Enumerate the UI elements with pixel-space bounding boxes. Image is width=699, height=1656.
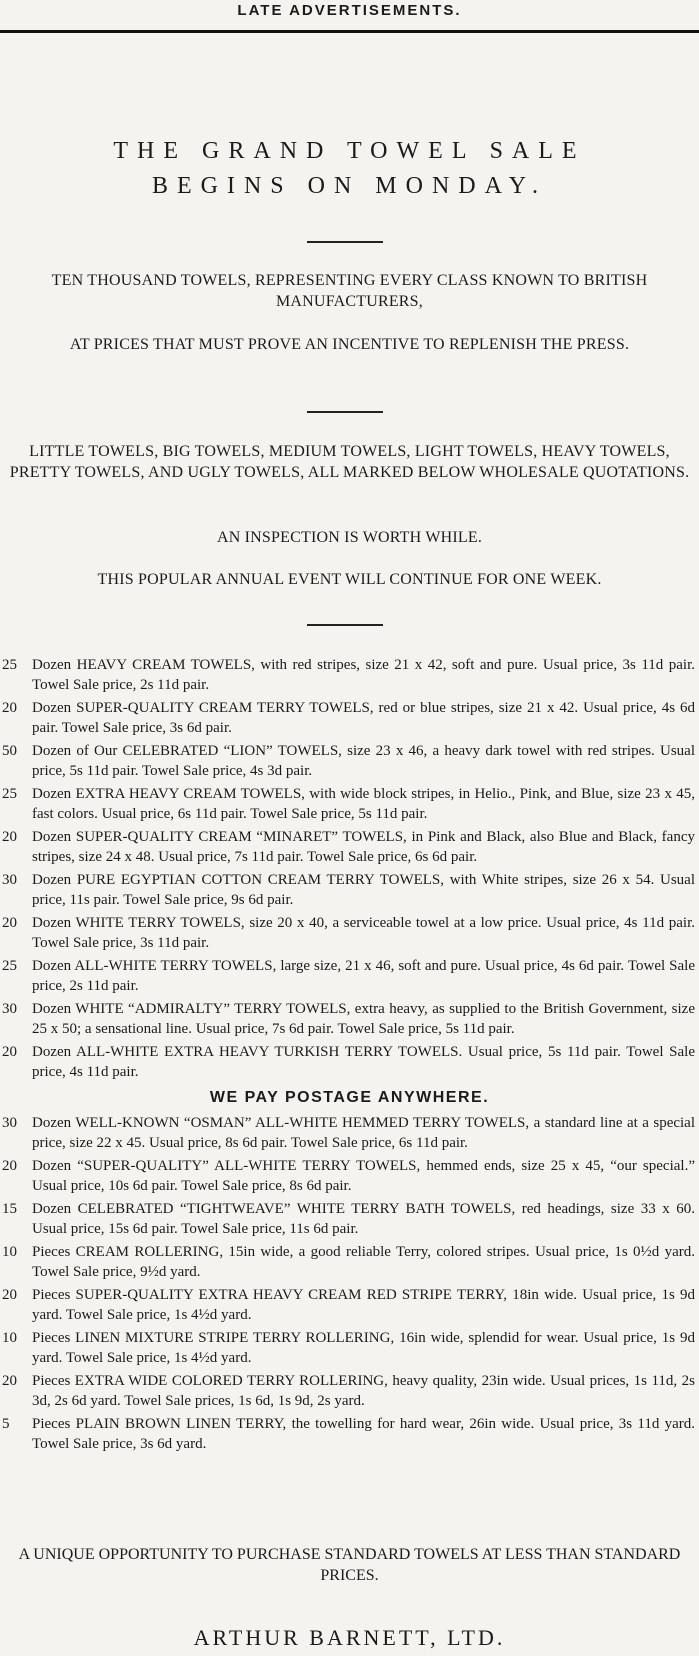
middle-paragraph-3 — [0, 569, 699, 590]
closing-statement — [0, 1544, 699, 1586]
item-quantity: 30 — [2, 872, 17, 888]
divider-rule — [307, 241, 383, 243]
item-quantity: 20 — [2, 829, 17, 845]
item-quantity: 25 — [2, 786, 17, 802]
list-item — [0, 741, 699, 781]
section-header — [0, 0, 699, 33]
section-header-text: LATE ADVERTISEMENTS. — [237, 2, 462, 19]
list-item — [0, 999, 699, 1039]
item-quantity: 50 — [2, 743, 17, 759]
divider-rule — [307, 624, 383, 626]
list-item — [0, 956, 699, 996]
list-item — [0, 1285, 699, 1325]
item-quantity: 30 — [2, 1001, 17, 1017]
item-quantity: 15 — [2, 1201, 17, 1217]
list-item — [0, 655, 699, 695]
list-item — [0, 1242, 699, 1282]
item-description: Dozen EXTRA HEAVY CREAM TOWELS, with wide block stripes, in Helio., Pink, and Blue, size 23 x 45, fast colors. Usual price, 6s 11d pair. Towel Sale price, 5s 11d pair. — [32, 786, 695, 822]
item-quantity: 10 — [2, 1244, 17, 1260]
list-item — [0, 1371, 699, 1411]
middle-paragraph-2 — [0, 527, 699, 548]
item-description: Dozen CELEBRATED “TIGHTWEAVE” WHITE TERRY BATH TOWELS, red headings, size 33 x 60. Usual price, 15s 6d pair. Towel Sale price, 11s 6d pair. — [32, 1201, 695, 1237]
list-item — [0, 1042, 699, 1082]
list-item — [0, 698, 699, 738]
divider-rule — [307, 411, 383, 413]
item-quantity: 25 — [2, 657, 17, 673]
item-description: Dozen SUPER-QUALITY CREAM “MINARET” TOWELS, in Pink and Black, also Blue and Black, fancy stripes, size 24 x 48. Usual price, 7s 11d pair. Towel Sale price, 6s 6d pair. — [32, 829, 695, 865]
list-item — [0, 827, 699, 867]
list-item — [0, 870, 699, 910]
item-quantity: 20 — [2, 1373, 17, 1389]
item-description: Dozen HEAVY CREAM TOWELS, with red stripes, size 21 x 42, soft and pure. Usual price, 3s 11d pair. Towel Sale price, 2s 11d pair. — [32, 657, 695, 693]
middle-paragraph-1 — [0, 441, 699, 483]
postage-notice: WE PAY POSTAGE ANYWHERE. — [209, 1089, 490, 1106]
middle-text-3: THIS POPULAR ANNUAL EVENT WILL CONTINUE FOR ONE WEEK. — [97, 571, 602, 588]
item-description: Pieces LINEN MIXTURE STRIPE TERRY ROLLERING, 16in wide, splendid for wear. Usual price, 1s 9d yard. Towel Sale price, 1s 4½d yard. — [32, 1330, 695, 1366]
headline-line-1: THE GRAND TOWEL SALE — [113, 138, 586, 164]
middle-text-2: AN INSPECTION IS WORTH WHILE. — [216, 529, 483, 546]
item-description: Dozen ALL-WHITE TERRY TOWELS, large size, 21 x 46, soft and pure. Usual price, 4s 6d pair. Towel Sale price, 2s 11d pair. — [32, 958, 695, 994]
intro-text-2: AT PRICES THAT MUST PROVE AN INCENTIVE TO REPLENISH THE PRESS. — [69, 336, 630, 353]
item-quantity: 20 — [2, 915, 17, 931]
item-description: Dozen PURE EGYPTIAN COTTON CREAM TERRY TOWELS, with White stripes, size 26 x 54. Usual price, 11s pair. Towel Sale price, 9s 6d pair. — [32, 872, 695, 908]
intro-text-1: TEN THOUSAND TOWELS, REPRESENTING EVERY CLASS KNOWN TO BRITISH MANUFACTURERS, — [51, 272, 648, 310]
headline-line-2: BEGINS ON MONDAY. — [151, 173, 548, 199]
item-description: Pieces PLAIN BROWN LINEN TERRY, the towelling for hard wear, 26in wide. Usual price, 3s 11d yard. Towel Sale price, 3s 6d yard. — [32, 1416, 695, 1452]
item-description: Dozen SUPER-QUALITY CREAM TERRY TOWELS, red or blue stripes, size 21 x 42. Usual price, 4s 6d pair. Towel Sale price, 3s 6d pair. — [32, 700, 695, 736]
item-quantity: 20 — [2, 1287, 17, 1303]
item-description: Dozen of Our CELEBRATED “LION” TOWELS, size 23 x 46, a heavy dark towel with red stripes. Usual price, 5s 11d pair. Towel Sale price, 4s 3d pair. — [32, 743, 695, 779]
item-description: Pieces SUPER-QUALITY EXTRA HEAVY CREAM RED STRIPE TERRY, 18in wide. Usual price, 1s 9d yard. Towel Sale price, 1s 4½d yard. — [32, 1287, 695, 1323]
list-item — [0, 1414, 699, 1454]
list-item — [0, 1113, 699, 1153]
list-item — [0, 1199, 699, 1239]
item-quantity: 10 — [2, 1330, 17, 1346]
item-quantity: 5 — [2, 1416, 10, 1432]
item-quantity: 20 — [2, 1044, 17, 1060]
item-description: Dozen ALL-WHITE EXTRA HEAVY TURKISH TERRY TOWELS. Usual price, 5s 11d pair. Towel Sale price, 4s 11d pair. — [32, 1044, 695, 1080]
closing-text: A UNIQUE OPPORTUNITY TO PURCHASE STANDARD TOWELS AT LESS THAN STANDARD PRICES. — [18, 1546, 681, 1584]
advertiser-signature: ARTHUR BARNETT, LTD. — [193, 1625, 506, 1650]
list-item — [0, 913, 699, 953]
item-description: Dozen WELL-KNOWN “OSMAN” ALL-WHITE HEMMED TERRY TOWELS, a standard line at a special price, size 22 x 45. Usual price, 8s 6d pair. Towel Sale price, 6s 11d pair. — [32, 1115, 695, 1151]
item-quantity: 25 — [2, 958, 17, 974]
item-description: Pieces EXTRA WIDE COLORED TERRY ROLLERING, heavy quality, 23in wide. Usual prices, 1s 11d, 2s 3d, 2s 6d yard. Towel Sale prices, 1s 6d, 1s 9d, 2s yard. — [32, 1373, 695, 1409]
middle-text-1: LITTLE TOWELS, BIG TOWELS, MEDIUM TOWELS, LIGHT TOWELS, HEAVY TOWELS, PRETTY TOWELS, AND UGLY TOWELS, ALL MARKED BELOW WHOLESALE QUOTATIONS. — [9, 443, 690, 481]
list-item — [0, 784, 699, 824]
item-description: Dozen WHITE “ADMIRALTY” TERRY TOWELS, extra heavy, as supplied to the British Government, size 25 x 50; a sensational line. Usual price, 7s 6d pair. Towel Sale price, 5s 11d pair. — [32, 1001, 695, 1037]
item-quantity: 30 — [2, 1115, 17, 1131]
intro-paragraph-1 — [0, 270, 699, 312]
list-item — [0, 1156, 699, 1196]
item-quantity: 20 — [2, 1158, 17, 1174]
list-item — [0, 1328, 699, 1368]
item-list — [0, 655, 699, 1457]
intro-paragraph-2 — [0, 334, 699, 355]
item-description: Dozen WHITE TERRY TOWELS, size 20 x 40, a serviceable towel at a low price. Usual price, 4s 11d pair. Towel Sale price, 3s 11d pair. — [32, 915, 695, 951]
item-description: Pieces CREAM ROLLERING, 15in wide, a good reliable Terry, colored stripes. Usual price, 1s 0½d yard. Towel Sale price, 9½d yard. — [32, 1244, 695, 1280]
item-description: Dozen “SUPER-QUALITY” ALL-WHITE TERRY TOWELS, hemmed ends, size 25 x 45, “our special.” Usual price, 10s 6d pair. Towel Sale price, 8s 6d pair. — [32, 1158, 695, 1194]
item-quantity: 20 — [2, 700, 17, 716]
